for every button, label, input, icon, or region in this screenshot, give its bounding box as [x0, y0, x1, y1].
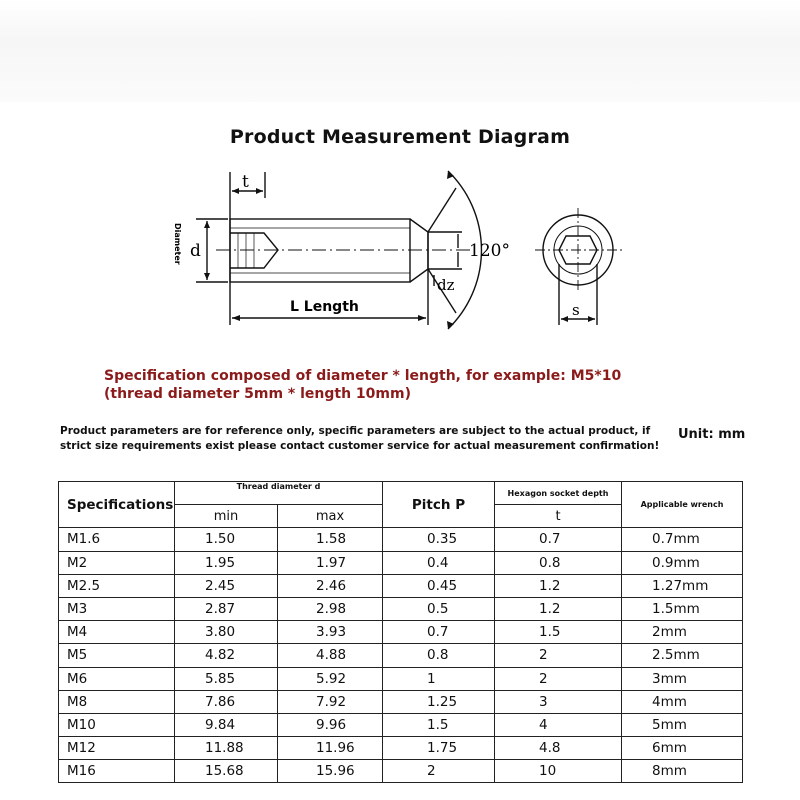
- cell-hex-depth: 0.8: [495, 551, 622, 574]
- header-specifications: Specifications: [59, 482, 175, 528]
- cell-spec: M16: [59, 760, 175, 783]
- cell-min: 9.84: [175, 713, 278, 736]
- cell-wrench: 0.7mm: [622, 528, 743, 551]
- cell-max: 2.46: [278, 574, 383, 597]
- cell-spec: M3: [59, 597, 175, 620]
- cell-max: 1.97: [278, 551, 383, 574]
- cell-hex-depth: 2: [495, 667, 622, 690]
- cell-spec: M10: [59, 713, 175, 736]
- cell-pitch: 0.7: [383, 621, 495, 644]
- cell-min: 7.86: [175, 690, 278, 713]
- header-max: max: [278, 505, 383, 528]
- header-hex-t: t: [495, 505, 622, 528]
- t-dimension-label: t: [242, 172, 249, 192]
- table-row: [59, 574, 743, 597]
- table-row: [59, 690, 743, 713]
- cell-hex-depth: 2: [495, 644, 622, 667]
- cell-wrench: 2mm: [622, 621, 743, 644]
- cell-max: 1.58: [278, 528, 383, 551]
- cell-wrench: 6mm: [622, 737, 743, 760]
- disclaimer-text: Product parameters are for reference only, specific parameters are subject to the actual product, if strict size requirements exist please contact customer service for actual measurement confirmation!: [60, 425, 660, 452]
- table-row: [59, 621, 743, 644]
- spec-table-body: [59, 528, 743, 783]
- cell-wrench: 1.27mm: [622, 574, 743, 597]
- angle-label: 120°: [469, 241, 510, 261]
- cell-spec: M5: [59, 644, 175, 667]
- table-row: [59, 667, 743, 690]
- spec-table: [58, 481, 743, 783]
- cell-pitch: 0.8: [383, 644, 495, 667]
- header-pitch: Pitch P: [383, 482, 495, 528]
- cell-min: 11.88: [175, 737, 278, 760]
- cell-hex-depth: 1.2: [495, 574, 622, 597]
- cell-pitch: 0.5: [383, 597, 495, 620]
- table-row: [59, 713, 743, 736]
- cell-wrench: 0.9mm: [622, 551, 743, 574]
- cell-wrench: 8mm: [622, 760, 743, 783]
- table-row: [59, 737, 743, 760]
- cell-hex-depth: 1.5: [495, 621, 622, 644]
- table-row: [59, 528, 743, 551]
- set-screw-diagram: [0, 0, 800, 360]
- table-header-row: [59, 482, 743, 505]
- header-thread-diameter: Thread diameter d: [175, 482, 383, 505]
- cell-pitch: 0.35: [383, 528, 495, 551]
- cell-spec: M1.6: [59, 528, 175, 551]
- cell-wrench: 5mm: [622, 713, 743, 736]
- cell-pitch: 0.45: [383, 574, 495, 597]
- cell-spec: M4: [59, 621, 175, 644]
- cell-pitch: 2: [383, 760, 495, 783]
- dz-label: dz: [437, 276, 455, 294]
- table-row: [59, 760, 743, 783]
- cell-hex-depth: 0.7: [495, 528, 622, 551]
- cell-min: 3.80: [175, 621, 278, 644]
- cell-min: 1.50: [175, 528, 278, 551]
- table-row: [59, 644, 743, 667]
- cell-spec: M2: [59, 551, 175, 574]
- header-wrench: Applicable wrench: [622, 482, 743, 528]
- cell-hex-depth: 4: [495, 713, 622, 736]
- cell-min: 4.82: [175, 644, 278, 667]
- cell-min: 15.68: [175, 760, 278, 783]
- s-dimension-label: s: [572, 301, 580, 319]
- cell-pitch: 1.75: [383, 737, 495, 760]
- cell-spec: M8: [59, 690, 175, 713]
- cell-pitch: 0.4: [383, 551, 495, 574]
- cell-max: 5.92: [278, 667, 383, 690]
- unit-label: Unit: mm: [678, 427, 746, 442]
- table-row: [59, 597, 743, 620]
- cell-max: 7.92: [278, 690, 383, 713]
- diameter-label: Diameter: [173, 223, 182, 265]
- cell-max: 3.93: [278, 621, 383, 644]
- cell-min: 2.45: [175, 574, 278, 597]
- cell-wrench: 1.5mm: [622, 597, 743, 620]
- cell-wrench: 2.5mm: [622, 644, 743, 667]
- cell-pitch: 1.5: [383, 713, 495, 736]
- page-title: Product Measurement Diagram: [229, 126, 571, 148]
- length-label: L Length: [290, 299, 359, 315]
- cell-min: 2.87: [175, 597, 278, 620]
- cell-spec: M2.5: [59, 574, 175, 597]
- header-hex-depth: Hexagon socket depth: [495, 482, 622, 505]
- cell-pitch: 1: [383, 667, 495, 690]
- cell-hex-depth: 4.8: [495, 737, 622, 760]
- cell-pitch: 1.25: [383, 690, 495, 713]
- specification-note: Specification composed of diameter * length, for example: M5*10 (thread diameter 5mm * length 10mm): [104, 368, 622, 402]
- cell-max: 9.96: [278, 713, 383, 736]
- cell-spec: M12: [59, 737, 175, 760]
- cell-max: 11.96: [278, 737, 383, 760]
- cell-max: 2.98: [278, 597, 383, 620]
- cell-min: 1.95: [175, 551, 278, 574]
- cell-hex-depth: 1.2: [495, 597, 622, 620]
- cell-hex-depth: 10: [495, 760, 622, 783]
- cell-max: 4.88: [278, 644, 383, 667]
- cell-min: 5.85: [175, 667, 278, 690]
- table-row: [59, 551, 743, 574]
- cell-hex-depth: 3: [495, 690, 622, 713]
- cell-spec: M6: [59, 667, 175, 690]
- cell-max: 15.96: [278, 760, 383, 783]
- d-dimension-label: d: [190, 241, 201, 261]
- cell-wrench: 4mm: [622, 690, 743, 713]
- cell-wrench: 3mm: [622, 667, 743, 690]
- header-min: min: [175, 505, 278, 528]
